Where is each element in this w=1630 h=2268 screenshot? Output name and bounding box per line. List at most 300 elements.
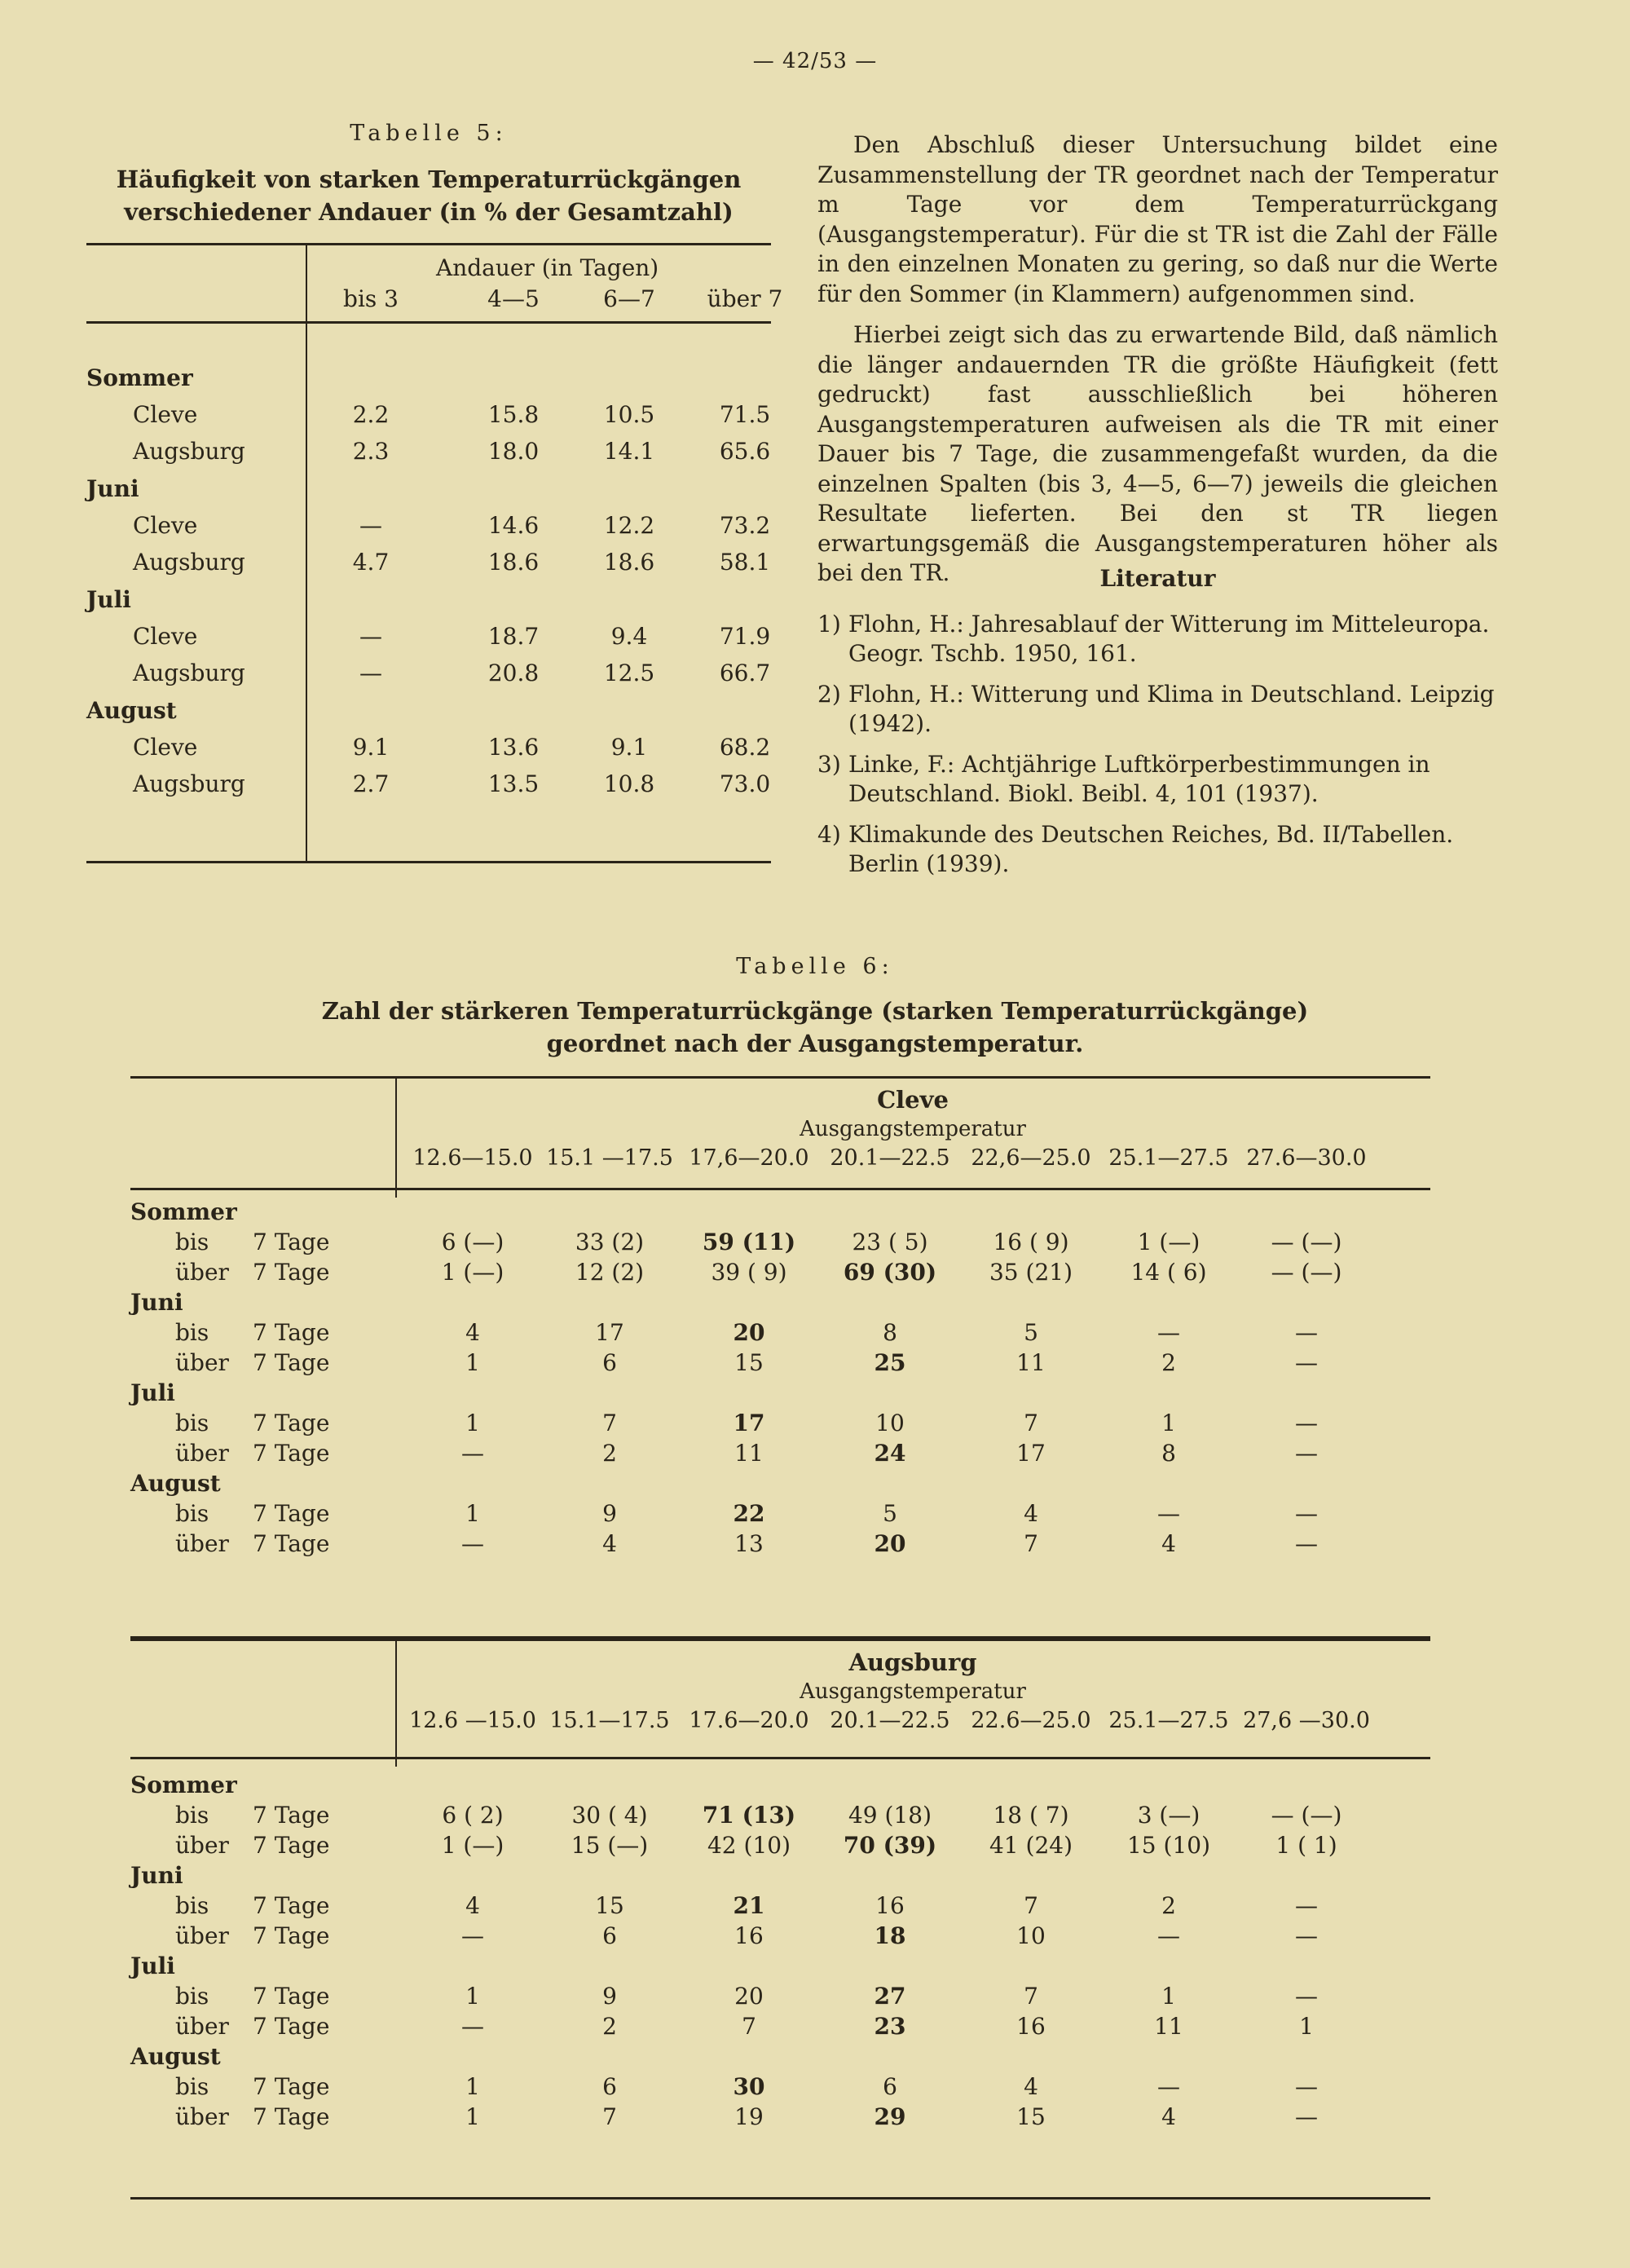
- table5-station: Cleve: [133, 734, 198, 761]
- table6-cell: 1: [1161, 1410, 1176, 1436]
- table6-range-label: 17.6—20.0: [689, 1708, 809, 1733]
- table6-cell: 1: [465, 1500, 480, 1527]
- table6-range-label: 20.1—22.5: [830, 1145, 950, 1171]
- table5-cell: 9.4: [610, 623, 648, 650]
- table5-column-header: 4—5: [487, 285, 540, 312]
- table6-row-unit: 7 Tage: [253, 2103, 330, 2130]
- table6-row-label: [175, 1349, 329, 1376]
- table5-cell: 9.1: [610, 734, 648, 761]
- table6-cell: 15: [734, 1349, 764, 1376]
- reference-text: Linke, F.: Achtjährige Luftkörperbestimmungen in Deutschland. Biokl. Beibl. 4, 101 (1937).: [848, 751, 1430, 807]
- reference-item: [817, 680, 1498, 739]
- table5-cell: 10.8: [603, 770, 655, 797]
- table6-subheader: Ausgangstemperatur: [800, 1117, 1026, 1141]
- table6-row: [130, 1802, 1430, 1832]
- table5-station: Cleve: [133, 512, 198, 539]
- table6-cell: —: [1295, 1319, 1318, 1346]
- table6-station-name: Augsburg: [848, 1648, 977, 1676]
- table6-title-line2: geordnet nach der Ausgangstemperatur.: [546, 1030, 1084, 1057]
- table6-cell: 6 ( 2): [442, 1802, 504, 1829]
- table5-group-label: Juni: [86, 475, 139, 502]
- table6-cell: —: [1295, 2103, 1318, 2130]
- table5-row: [86, 544, 771, 580]
- table6-row: [130, 2013, 1430, 2043]
- table6-cell: —: [1157, 1319, 1180, 1346]
- table6-cell: —: [1295, 1500, 1318, 1527]
- table6-cell: —: [1157, 1922, 1180, 1949]
- table6-range-header: [395, 1145, 1430, 1178]
- table6-cell: 6: [602, 2073, 617, 2100]
- table6-row-prefix: über: [175, 1259, 229, 1286]
- table6-header-rule: [130, 1188, 1430, 1190]
- table5-station: Augsburg: [133, 549, 245, 576]
- table6-middle-rule: [130, 1636, 1430, 1639]
- table6-cell: 29: [874, 2103, 906, 2130]
- table6-row-label: [175, 1259, 329, 1286]
- table6-cell: —: [1295, 1440, 1318, 1467]
- table6-cell: 9: [602, 1983, 617, 2010]
- table5-row: [86, 766, 771, 802]
- table6-header-rule: [130, 1757, 1430, 1759]
- table5-cell: —: [359, 660, 382, 686]
- table6-row-prefix: über: [175, 1832, 229, 1859]
- table6-cell: 17: [733, 1410, 765, 1436]
- table5-cell: 9.1: [352, 734, 390, 761]
- table5-cell: 18.6: [603, 549, 655, 576]
- table6-cell: 30 ( 4): [571, 1802, 648, 1829]
- table6-title: [0, 995, 1630, 1060]
- table5-cell: 65.6: [719, 438, 771, 465]
- table6-cell: 4: [1161, 1530, 1176, 1557]
- table6-row-unit: 7 Tage: [253, 1410, 330, 1436]
- table5-cell: 14.1: [603, 438, 655, 465]
- table6-cell: 49 (18): [848, 1802, 932, 1829]
- table6-cell: 14 ( 6): [1130, 1259, 1207, 1286]
- table6-row-unit: 7 Tage: [253, 1983, 330, 2010]
- table6-cell: 11: [1016, 1349, 1046, 1376]
- table6-cell: —: [461, 2013, 484, 2040]
- table6-cell: 4: [602, 1530, 617, 1557]
- table6-row: [130, 1259, 1430, 1289]
- table6-cell: —: [1295, 1410, 1318, 1436]
- table6-cell: 1 (—): [441, 1259, 504, 1286]
- table6-cell: 18 ( 7): [993, 1802, 1069, 1829]
- table6-cell: —: [461, 1530, 484, 1557]
- table6-row: [130, 1349, 1430, 1379]
- table6-cell: 16: [1016, 2013, 1046, 2040]
- table6-group-label: Juni: [130, 1862, 183, 1889]
- table6-row-unit: 7 Tage: [253, 1349, 330, 1376]
- table6-row-unit: 7 Tage: [253, 2073, 330, 2100]
- table6-group-label: Sommer: [130, 1772, 237, 1798]
- table6-row-label: [175, 1802, 329, 1829]
- table6-row: [130, 2103, 1430, 2133]
- table6-range-label: 25.1—27.5: [1108, 1708, 1229, 1733]
- table5-group-label: Sommer: [86, 364, 193, 391]
- table6-cell: 1: [465, 1410, 480, 1436]
- table6-cell: —: [1157, 1500, 1180, 1527]
- table6-cell: 30: [733, 2073, 765, 2100]
- table5-column-header: bis 3: [343, 285, 399, 312]
- table6-cell: —: [1295, 2073, 1318, 2100]
- table6-row: [130, 2073, 1430, 2103]
- table6-cell: 7: [602, 2103, 617, 2130]
- table5-cell: —: [359, 512, 382, 539]
- table6-row: [130, 1530, 1430, 1560]
- table6-range-label: 22,6—25.0: [971, 1145, 1091, 1171]
- table6-cell: 2: [1161, 1892, 1176, 1919]
- table6-cell: 39 ( 9): [711, 1259, 787, 1286]
- table6-cell: —: [1295, 1983, 1318, 2010]
- table6-cell: 10: [875, 1410, 905, 1436]
- table6-row-unit: 7 Tage: [253, 1440, 330, 1467]
- table6-row-unit: 7 Tage: [253, 1832, 330, 1859]
- table6-cell: 6: [883, 2073, 897, 2100]
- table6-bottom-rule: [130, 2197, 1430, 2200]
- table6-row-unit: 7 Tage: [253, 1319, 330, 1346]
- table6-cell: 16: [734, 1922, 764, 1949]
- table5-body: [86, 360, 771, 803]
- table6-cell: —: [1157, 2073, 1180, 2100]
- table6-cell: —: [461, 1922, 484, 1949]
- table5-title-line1: Häufigkeit von starken Temperaturrückgängen: [116, 165, 742, 193]
- table5-cell: 2.3: [352, 438, 390, 465]
- table6-cell: 7: [1024, 1983, 1038, 2010]
- table6-range-label: 22.6—25.0: [971, 1708, 1091, 1733]
- table5-column-header: über 7: [707, 285, 783, 312]
- table6-group-label: Juli: [130, 1953, 175, 1979]
- table5-cell: 13.5: [487, 770, 540, 797]
- table6-group-label: Sommer: [130, 1198, 237, 1225]
- table6-row-prefix: bis: [175, 1802, 209, 1829]
- table5-cell: 2.7: [352, 770, 390, 797]
- table6-cell: — (—): [1271, 1802, 1342, 1829]
- table6-cell: 20: [734, 1983, 764, 2010]
- table6-row-label: [175, 1229, 329, 1255]
- table5-station: Cleve: [133, 623, 198, 650]
- table6-cell: 1 (—): [1137, 1229, 1200, 1255]
- table6-cell: 35 (21): [989, 1259, 1073, 1286]
- table6-rows: [130, 1198, 1430, 1560]
- table5-header-rule: [86, 321, 771, 324]
- table6-cell: 7: [742, 2013, 756, 2040]
- table5-station: Augsburg: [133, 660, 245, 686]
- table5-row: [86, 507, 771, 544]
- reference-number: 2): [817, 681, 841, 708]
- table6-cell: 20: [874, 1530, 906, 1557]
- table5-cell: 15.8: [487, 401, 540, 428]
- table6-cell: 15 (—): [570, 1832, 649, 1859]
- table6-row-prefix: bis: [175, 1229, 209, 1255]
- reference-text: Klimakunde des Deutschen Reiches, Bd. II/Tabellen. Berlin (1939).: [848, 821, 1454, 877]
- table6-row-label: [175, 1530, 329, 1557]
- reference-number: 3): [817, 751, 841, 778]
- table6-station-name: Cleve: [877, 1086, 949, 1114]
- table6-cell: 6 (—): [441, 1229, 504, 1255]
- table5-cell: 2.2: [352, 401, 390, 428]
- table6-cell: 19: [734, 2103, 764, 2130]
- table5-group-label: August: [86, 697, 177, 724]
- table6-row-unit: 7 Tage: [253, 1922, 330, 1949]
- table5-header: Andauer (in Tagen): [436, 254, 659, 281]
- table6-row-unit: 7 Tage: [253, 1802, 330, 1829]
- table6-row-label: [175, 2013, 329, 2040]
- table6-cell: 16 ( 9): [993, 1229, 1069, 1255]
- table6-range-label: 12.6 —15.0: [409, 1708, 536, 1733]
- table6-cell: 4: [465, 1892, 480, 1919]
- table6-row-unit: 7 Tage: [253, 2013, 330, 2040]
- body-text: [817, 130, 1498, 589]
- table5-row: [86, 433, 771, 470]
- table6-row: [130, 1440, 1430, 1470]
- reference-text: Flohn, H.: Jahresablauf der Witterung im Mitteleuropa. Geogr. Tschb. 1950, 161.: [848, 611, 1490, 667]
- table6-block-top-rule: [130, 1076, 1430, 1079]
- table5-cell: —: [359, 623, 382, 650]
- table6-row-prefix: über: [175, 1922, 229, 1949]
- table6-row-prefix: bis: [175, 1983, 209, 2010]
- table6-cell: 42 (10): [707, 1832, 791, 1859]
- table6-cell: — (—): [1271, 1259, 1342, 1286]
- table6-row-unit: 7 Tage: [253, 1500, 330, 1527]
- table6-block-top-rule: [130, 1639, 1430, 1641]
- table6-row: [130, 1410, 1430, 1440]
- table6-caption: Tabelle 6:: [736, 954, 894, 979]
- table5-cell: 71.5: [719, 401, 771, 428]
- table5-cell: 71.9: [719, 623, 771, 650]
- table6-range-label: 15.1—17.5: [549, 1708, 670, 1733]
- table6-cell: 16: [875, 1892, 905, 1919]
- table5-cell: 73.0: [719, 770, 771, 797]
- table5-cell: 18.7: [487, 623, 540, 650]
- table6-cell: 11: [734, 1440, 764, 1467]
- table5-cell: 68.2: [719, 734, 771, 761]
- reference-item: [817, 820, 1498, 879]
- table5-cell: 58.1: [719, 549, 771, 576]
- table6-row-label: [175, 1922, 329, 1949]
- table6-row-label: [175, 1500, 329, 1527]
- table6-row: [130, 1892, 1430, 1922]
- table6-cell: 1: [465, 1983, 480, 2010]
- table6-cell: 17: [595, 1319, 624, 1346]
- table6-row-label: [175, 1832, 329, 1859]
- table6-cell: 24: [874, 1440, 906, 1467]
- table6-cell: 15 (10): [1126, 1832, 1210, 1859]
- table6-row-prefix: über: [175, 1530, 229, 1557]
- table5-cell: 66.7: [719, 660, 771, 686]
- table5-station: Augsburg: [133, 770, 245, 797]
- table5-bottom-rule: [86, 861, 771, 863]
- table6-cell: 1: [465, 2073, 480, 2100]
- table6-cell: 1: [465, 1349, 480, 1376]
- table5-cell: 12.5: [603, 660, 655, 686]
- table5-row: [86, 655, 771, 691]
- table6-cell: 20: [733, 1319, 765, 1346]
- table6-subheader: Ausgangstemperatur: [800, 1679, 1026, 1704]
- table6-cell: 15: [595, 1892, 624, 1919]
- table6-cell: 5: [1024, 1319, 1038, 1346]
- table6-row-prefix: bis: [175, 1500, 209, 1527]
- table6-cell: 2: [602, 2013, 617, 2040]
- table6-cell: 1: [1161, 1983, 1176, 2010]
- table5-cell: 20.8: [487, 660, 540, 686]
- table6-row-prefix: bis: [175, 1892, 209, 1919]
- table6-cell: 1: [465, 2103, 480, 2130]
- table5-row: [86, 729, 771, 766]
- table5-cell: 4.7: [352, 549, 390, 576]
- table6-cell: 22: [733, 1500, 765, 1527]
- table5-cell: 14.6: [487, 512, 540, 539]
- table5-cell: 12.2: [603, 512, 655, 539]
- table6-row-label: [175, 2103, 329, 2130]
- table6-range-label: 17,6—20.0: [689, 1145, 809, 1171]
- table6-cell: —: [1295, 1349, 1318, 1376]
- table6-row-prefix: über: [175, 2103, 229, 2130]
- table6-row: [130, 1832, 1430, 1862]
- table6-cell: 25: [874, 1349, 906, 1376]
- table6-range-label: 12.6—15.0: [412, 1145, 533, 1171]
- table6-rows: [130, 1772, 1430, 2133]
- table5-row: [86, 396, 771, 433]
- literature-list: [817, 610, 1498, 890]
- table5-title: [86, 163, 771, 228]
- table5-column-header: 6—7: [603, 285, 655, 312]
- table6-row: [130, 1500, 1430, 1530]
- table6-cell: 9: [602, 1500, 617, 1527]
- table5-row: [86, 618, 771, 655]
- table6-cell: 27: [874, 1983, 906, 2010]
- table6-row-prefix: bis: [175, 1319, 209, 1346]
- table5-cell: 13.6: [487, 734, 540, 761]
- table6-row-prefix: über: [175, 2013, 229, 2040]
- table5-group-gap: [86, 802, 771, 803]
- table6-group-label: August: [130, 1470, 221, 1497]
- table5-cell: 10.5: [603, 401, 655, 428]
- page-number: — 42/53 —: [752, 49, 878, 73]
- table6-row: [130, 1319, 1430, 1349]
- reference-text: Flohn, H.: Witterung und Klima in Deutschland. Leipzig (1942).: [848, 681, 1495, 737]
- table6-cell: 33 (2): [575, 1229, 645, 1255]
- table6-cell: 2: [1161, 1349, 1176, 1376]
- table6-row-label: [175, 2073, 329, 2100]
- table5-top-rule: [86, 243, 771, 245]
- table6-cell: 59 (11): [702, 1229, 796, 1255]
- table6-cell: 71 (13): [702, 1802, 796, 1829]
- table6-cell: 7: [1024, 1530, 1038, 1557]
- table5-title-line2: verschiedener Andauer (in % der Gesamtzahl): [124, 198, 734, 226]
- table6-group-label: August: [130, 2043, 221, 2070]
- table6-cell: — (—): [1271, 1229, 1342, 1255]
- table6-cell: 69 (30): [843, 1259, 937, 1286]
- table6-cell: 4: [1161, 2103, 1176, 2130]
- table6-row-prefix: über: [175, 1440, 229, 1467]
- table6-range-label: 15.1 —17.5: [546, 1145, 673, 1171]
- table6-cell: 4: [465, 1319, 480, 1346]
- table6-row: [130, 1922, 1430, 1953]
- table6-title-line1: Zahl der stärkeren Temperaturrückgänge (starken Temperaturrückgänge): [321, 997, 1309, 1025]
- table6-cell: 8: [1161, 1440, 1176, 1467]
- table6-cell: 18: [874, 1922, 906, 1949]
- table5-cell: 18.6: [487, 549, 540, 576]
- table6-cell: 10: [1016, 1922, 1046, 1949]
- table6-cell: 23 ( 5): [852, 1229, 928, 1255]
- table6-cell: 3 (—): [1137, 1802, 1200, 1829]
- table6-row-unit: 7 Tage: [253, 1892, 330, 1919]
- table6-cell: 1: [1299, 2013, 1314, 2040]
- table6-cell: —: [1295, 1922, 1318, 1949]
- table5-group-label: Juli: [86, 586, 131, 613]
- table6-row-unit: 7 Tage: [253, 1259, 330, 1286]
- table6-cell: 12 (2): [575, 1259, 645, 1286]
- table6-cell: 15: [1016, 2103, 1046, 2130]
- table6-cell: 4: [1024, 1500, 1038, 1527]
- table6-row-unit: 7 Tage: [253, 1229, 330, 1255]
- table6-cell: 13: [734, 1530, 764, 1557]
- table6-row-label: [175, 1410, 329, 1436]
- table6-cell: 41 (24): [989, 1832, 1073, 1859]
- table6-cell: 8: [883, 1319, 897, 1346]
- table6-cell: 1 (—): [441, 1832, 504, 1859]
- table6-range-label: 25.1—27.5: [1108, 1145, 1229, 1171]
- table6-row-prefix: bis: [175, 2073, 209, 2100]
- table6-row-unit: 7 Tage: [253, 1530, 330, 1557]
- table6-cell: 21: [733, 1892, 765, 1919]
- table6-cell: —: [1295, 1530, 1318, 1557]
- table6-cell: 70 (39): [843, 1832, 937, 1859]
- table6-cell: 7: [602, 1410, 617, 1436]
- table6-range-label: 20.1—22.5: [830, 1708, 950, 1733]
- table6-row-label: [175, 1983, 329, 2010]
- table6-cell: 17: [1016, 1440, 1046, 1467]
- paragraph-2: Hierbei zeigt sich das zu erwartende Bild, daß nämlich die länger andauernden TR die größte Häufigkeit (fett gedruckt) fast ausschließlich bei höheren Ausgangstemperaturen aufweisen als die TR mit einer Dauer bis 7 Tage, die zusammengefaßt wurden, da die einzelnen Spalten (bis 3, 4—5, 6—7) jeweils die gleichen Resultate lieferten. Bei den st TR liegen erwartungsgemäß die Ausgangstemperaturen höher als bei den TR.: [817, 321, 1498, 586]
- table6-row: [130, 1983, 1430, 2013]
- table6-range-header: [395, 1708, 1430, 1741]
- table6-cell: —: [1295, 1892, 1318, 1919]
- reference-number: 1): [817, 611, 841, 638]
- table5-station: Augsburg: [133, 438, 245, 465]
- table6-cell: 7: [1024, 1410, 1038, 1436]
- reference-item: [817, 750, 1498, 809]
- table5-caption: Tabelle 5:: [350, 121, 508, 146]
- table6-cell: 23: [874, 2013, 906, 2040]
- table5-cell: 73.2: [719, 512, 771, 539]
- table6-cell: 6: [602, 1349, 617, 1376]
- table6-row-label: [175, 1319, 329, 1346]
- table6-row-label: [175, 1892, 329, 1919]
- table6-cell: 6: [602, 1922, 617, 1949]
- table6-row-prefix: über: [175, 1349, 229, 1376]
- table6-range-label: 27,6 —30.0: [1243, 1708, 1370, 1733]
- reference-number: 4): [817, 821, 841, 848]
- table5-column-headers: [306, 285, 783, 318]
- table6-range-label: 27.6—30.0: [1246, 1145, 1367, 1171]
- table5-cell: 18.0: [487, 438, 540, 465]
- table6-group-label: Juni: [130, 1289, 183, 1316]
- table6-cell: 1 ( 1): [1275, 1832, 1337, 1859]
- table6-cell: 4: [1024, 2073, 1038, 2100]
- paragraph-1: Den Abschluß dieser Untersuchung bildet eine Zusammenstellung der TR geordnet nach der Temperatur m Tage vor dem Temperaturrückgang (Ausgangstemperatur). Für die st TR ist die Zahl der Fälle in den einzelnen Monaten zu gering, so daß nur die Werte für den Sommer (in Klammern) aufgenommen sind.: [817, 131, 1498, 307]
- table6-cell: 2: [602, 1440, 617, 1467]
- table6-cell: 5: [883, 1500, 897, 1527]
- table6-cell: —: [461, 1440, 484, 1467]
- table6-row-prefix: bis: [175, 1410, 209, 1436]
- table6-row: [130, 1229, 1430, 1259]
- table6-cell: 11: [1154, 2013, 1183, 2040]
- table6-cell: 7: [1024, 1892, 1038, 1919]
- literature-heading: Literatur: [1099, 565, 1216, 592]
- table6-row-label: [175, 1440, 329, 1467]
- table5-station: Cleve: [133, 401, 198, 428]
- reference-item: [817, 610, 1498, 668]
